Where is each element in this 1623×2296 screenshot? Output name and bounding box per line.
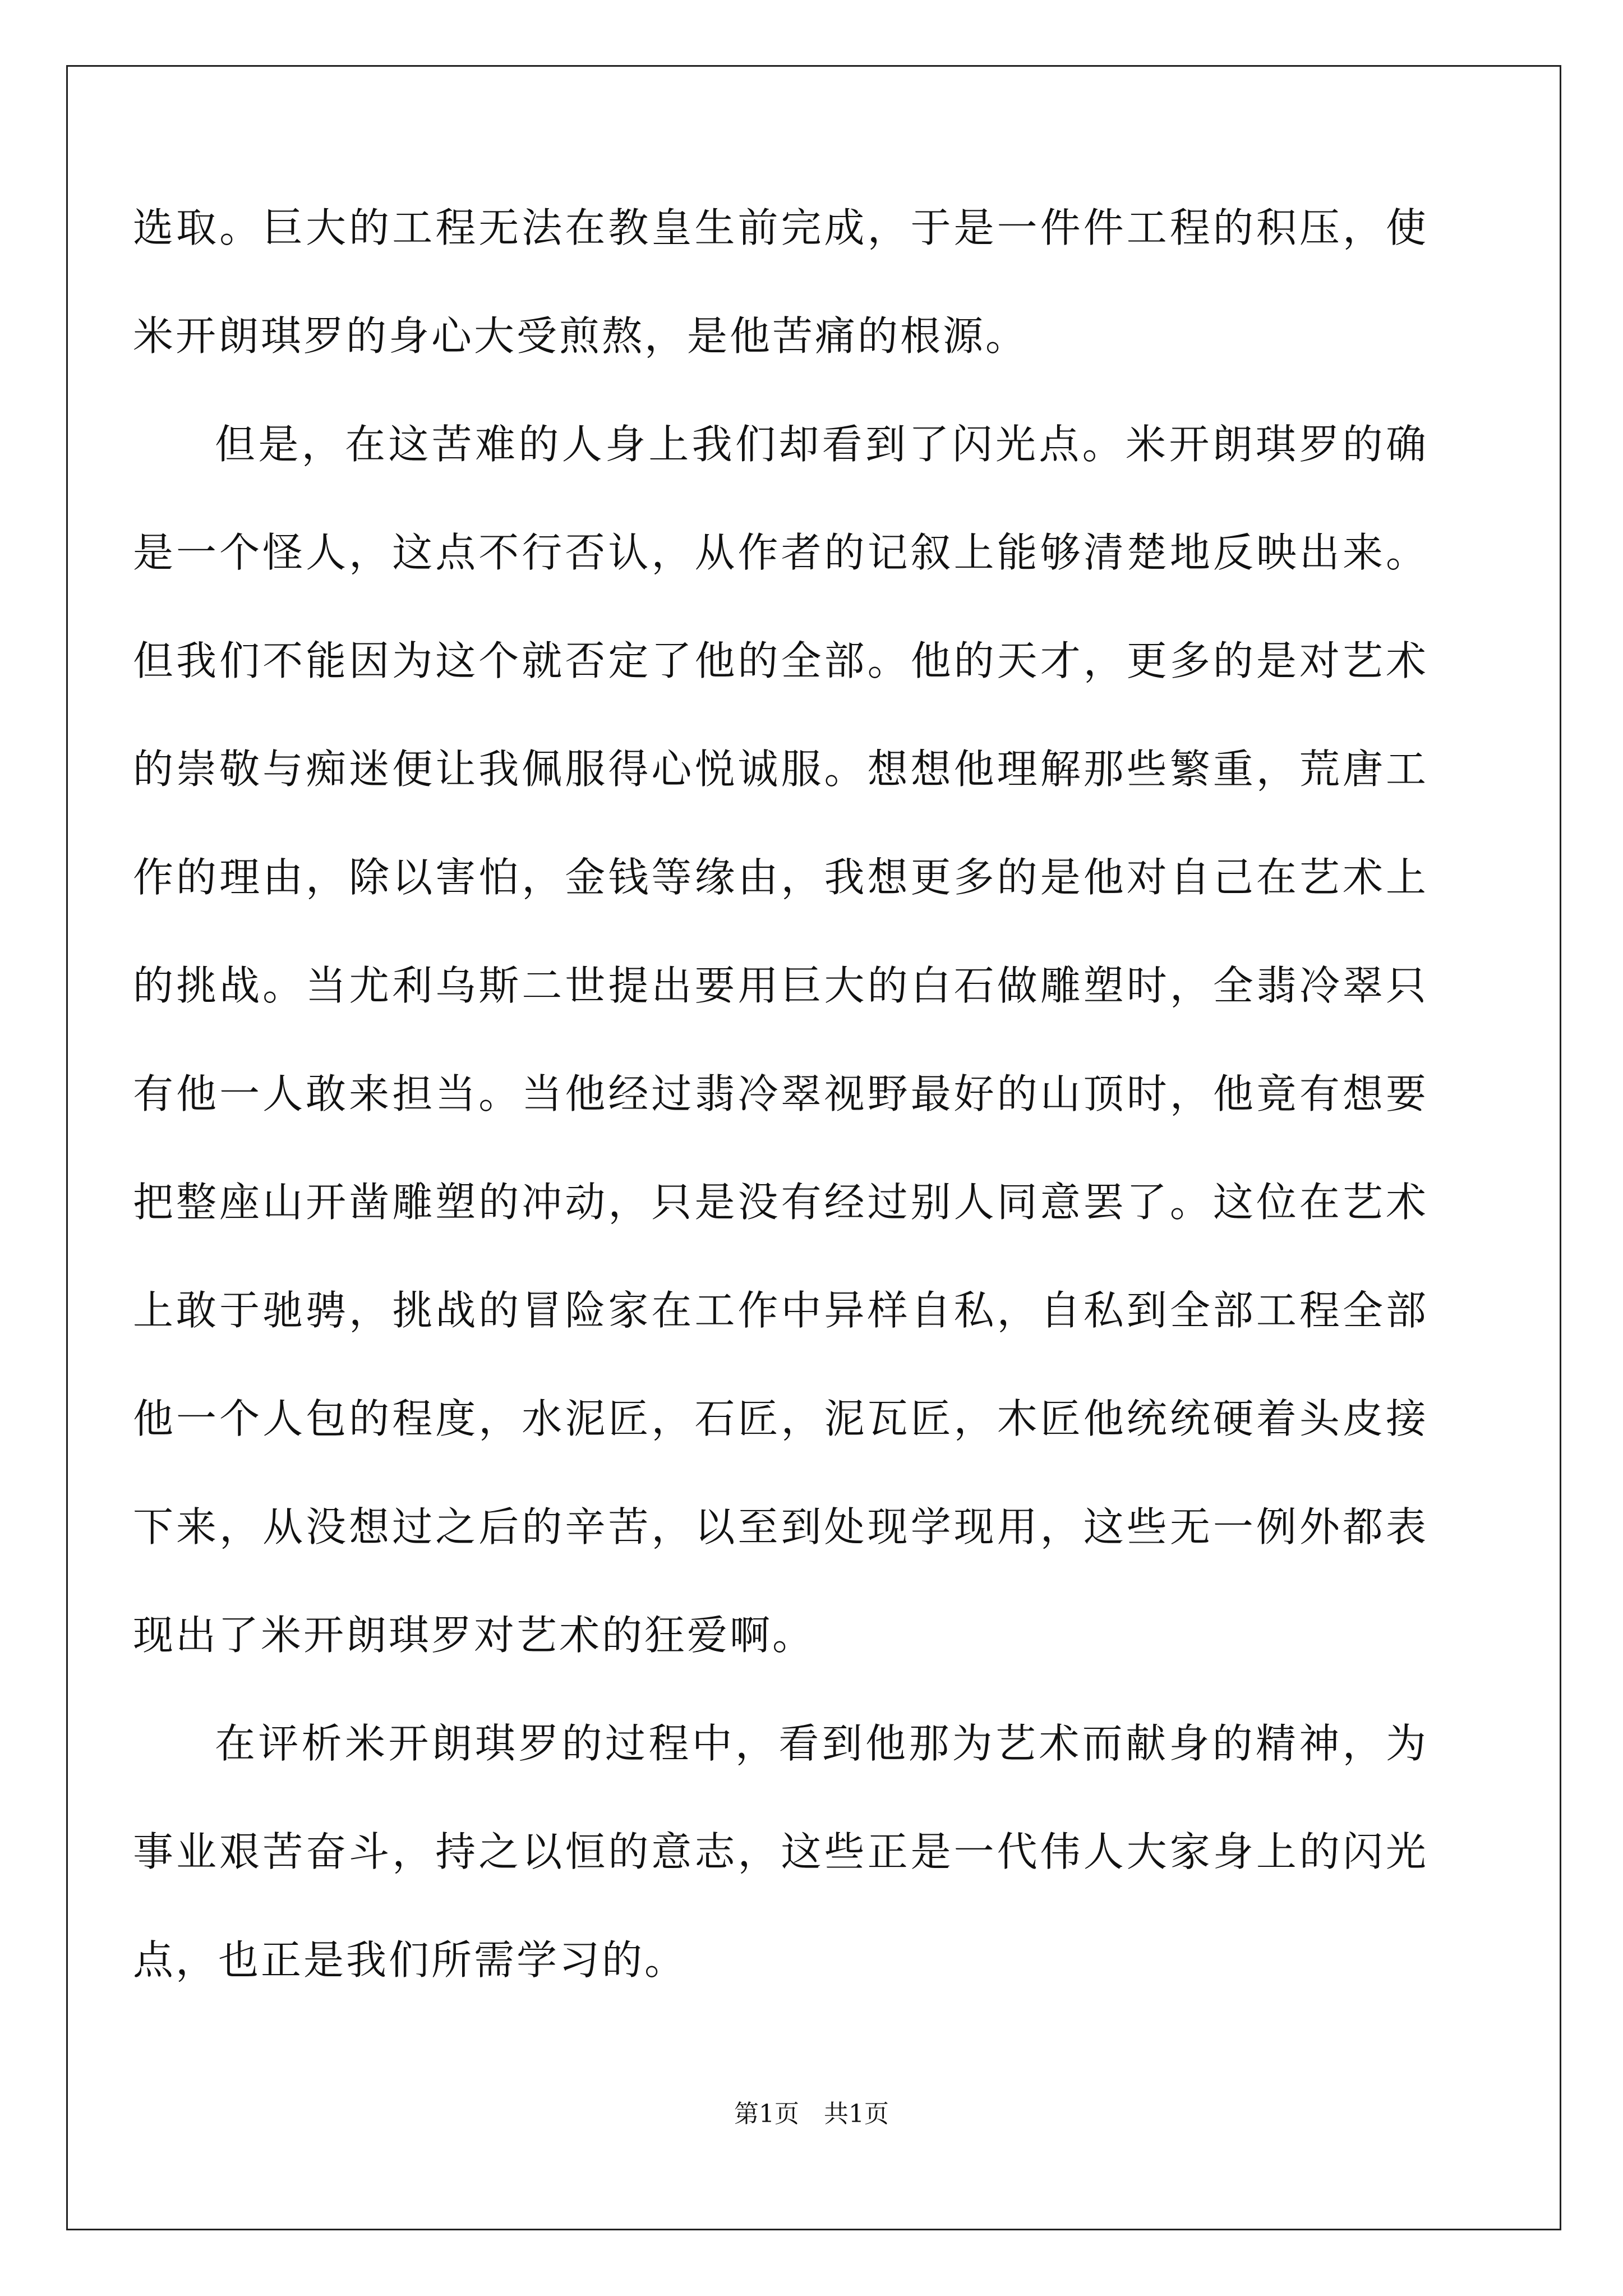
text-line: 现出了米开朗琪罗对艺术的狂爱啊。 bbox=[133, 1612, 815, 1659]
text-line: 事业艰苦奋斗，持之以恒的意志，这些正是一代伟人大家身上的闪光 bbox=[133, 1828, 1428, 1875]
text-line: 有他一人敢来担当。当他经过翡冷翠视野最好的山顶时，他竟有想要 bbox=[133, 1070, 1428, 1117]
text-line: 上敢于驰骋，挑战的冒险家在工作中异样自私，自私到全部工程全部 bbox=[133, 1287, 1428, 1334]
text-line: 是一个怪人，这点不行否认，从作者的记叙上能够清楚地反映出来。 bbox=[133, 529, 1428, 576]
text-line: 他一个人包的程度，水泥匠，石匠，泥瓦匠，木匠他统统硬着头皮接 bbox=[133, 1395, 1428, 1442]
text-line: 下来，从没想过之后的辛苦，以至到处现学现用，这些无一例外都表 bbox=[133, 1503, 1428, 1550]
text-line: 在评析米开朗琪罗的过程中，看到他那为艺术而献身的精神，为 bbox=[215, 1720, 1428, 1767]
document-body bbox=[133, 204, 1428, 2048]
text-line: 但我们不能因为这个就否定了他的全部。他的天才，更多的是对艺术 bbox=[133, 637, 1428, 684]
text-line: 的崇敬与痴迷便让我佩服得心悦诚服。想想他理解那些繁重，荒唐工 bbox=[133, 746, 1428, 793]
text-line: 点，也正是我们所需学习的。 bbox=[133, 1936, 688, 1984]
text-line: 的挑战。当尤利乌斯二世提出要用巨大的白石做雕塑时，全翡冷翠只 bbox=[133, 962, 1428, 1009]
page-number-footer: 第1页 共1页 bbox=[734, 2100, 889, 2128]
text-line: 选取。巨大的工程无法在教皇生前完成，于是一件件工程的积压，使 bbox=[133, 204, 1428, 251]
text-line: 作的理由，除以害怕，金钱等缘由，我想更多的是他对自己在艺术上 bbox=[133, 854, 1428, 901]
text-line: 把整座山开凿雕塑的冲动，只是没有经过别人同意罢了。这位在艺术 bbox=[133, 1179, 1428, 1226]
text-line: 米开朗琪罗的身心大受煎熬，是他苦痛的根源。 bbox=[133, 312, 1029, 360]
text-line: 但是，在这苦难的人身上我们却看到了闪光点。米开朗琪罗的确 bbox=[215, 421, 1428, 468]
